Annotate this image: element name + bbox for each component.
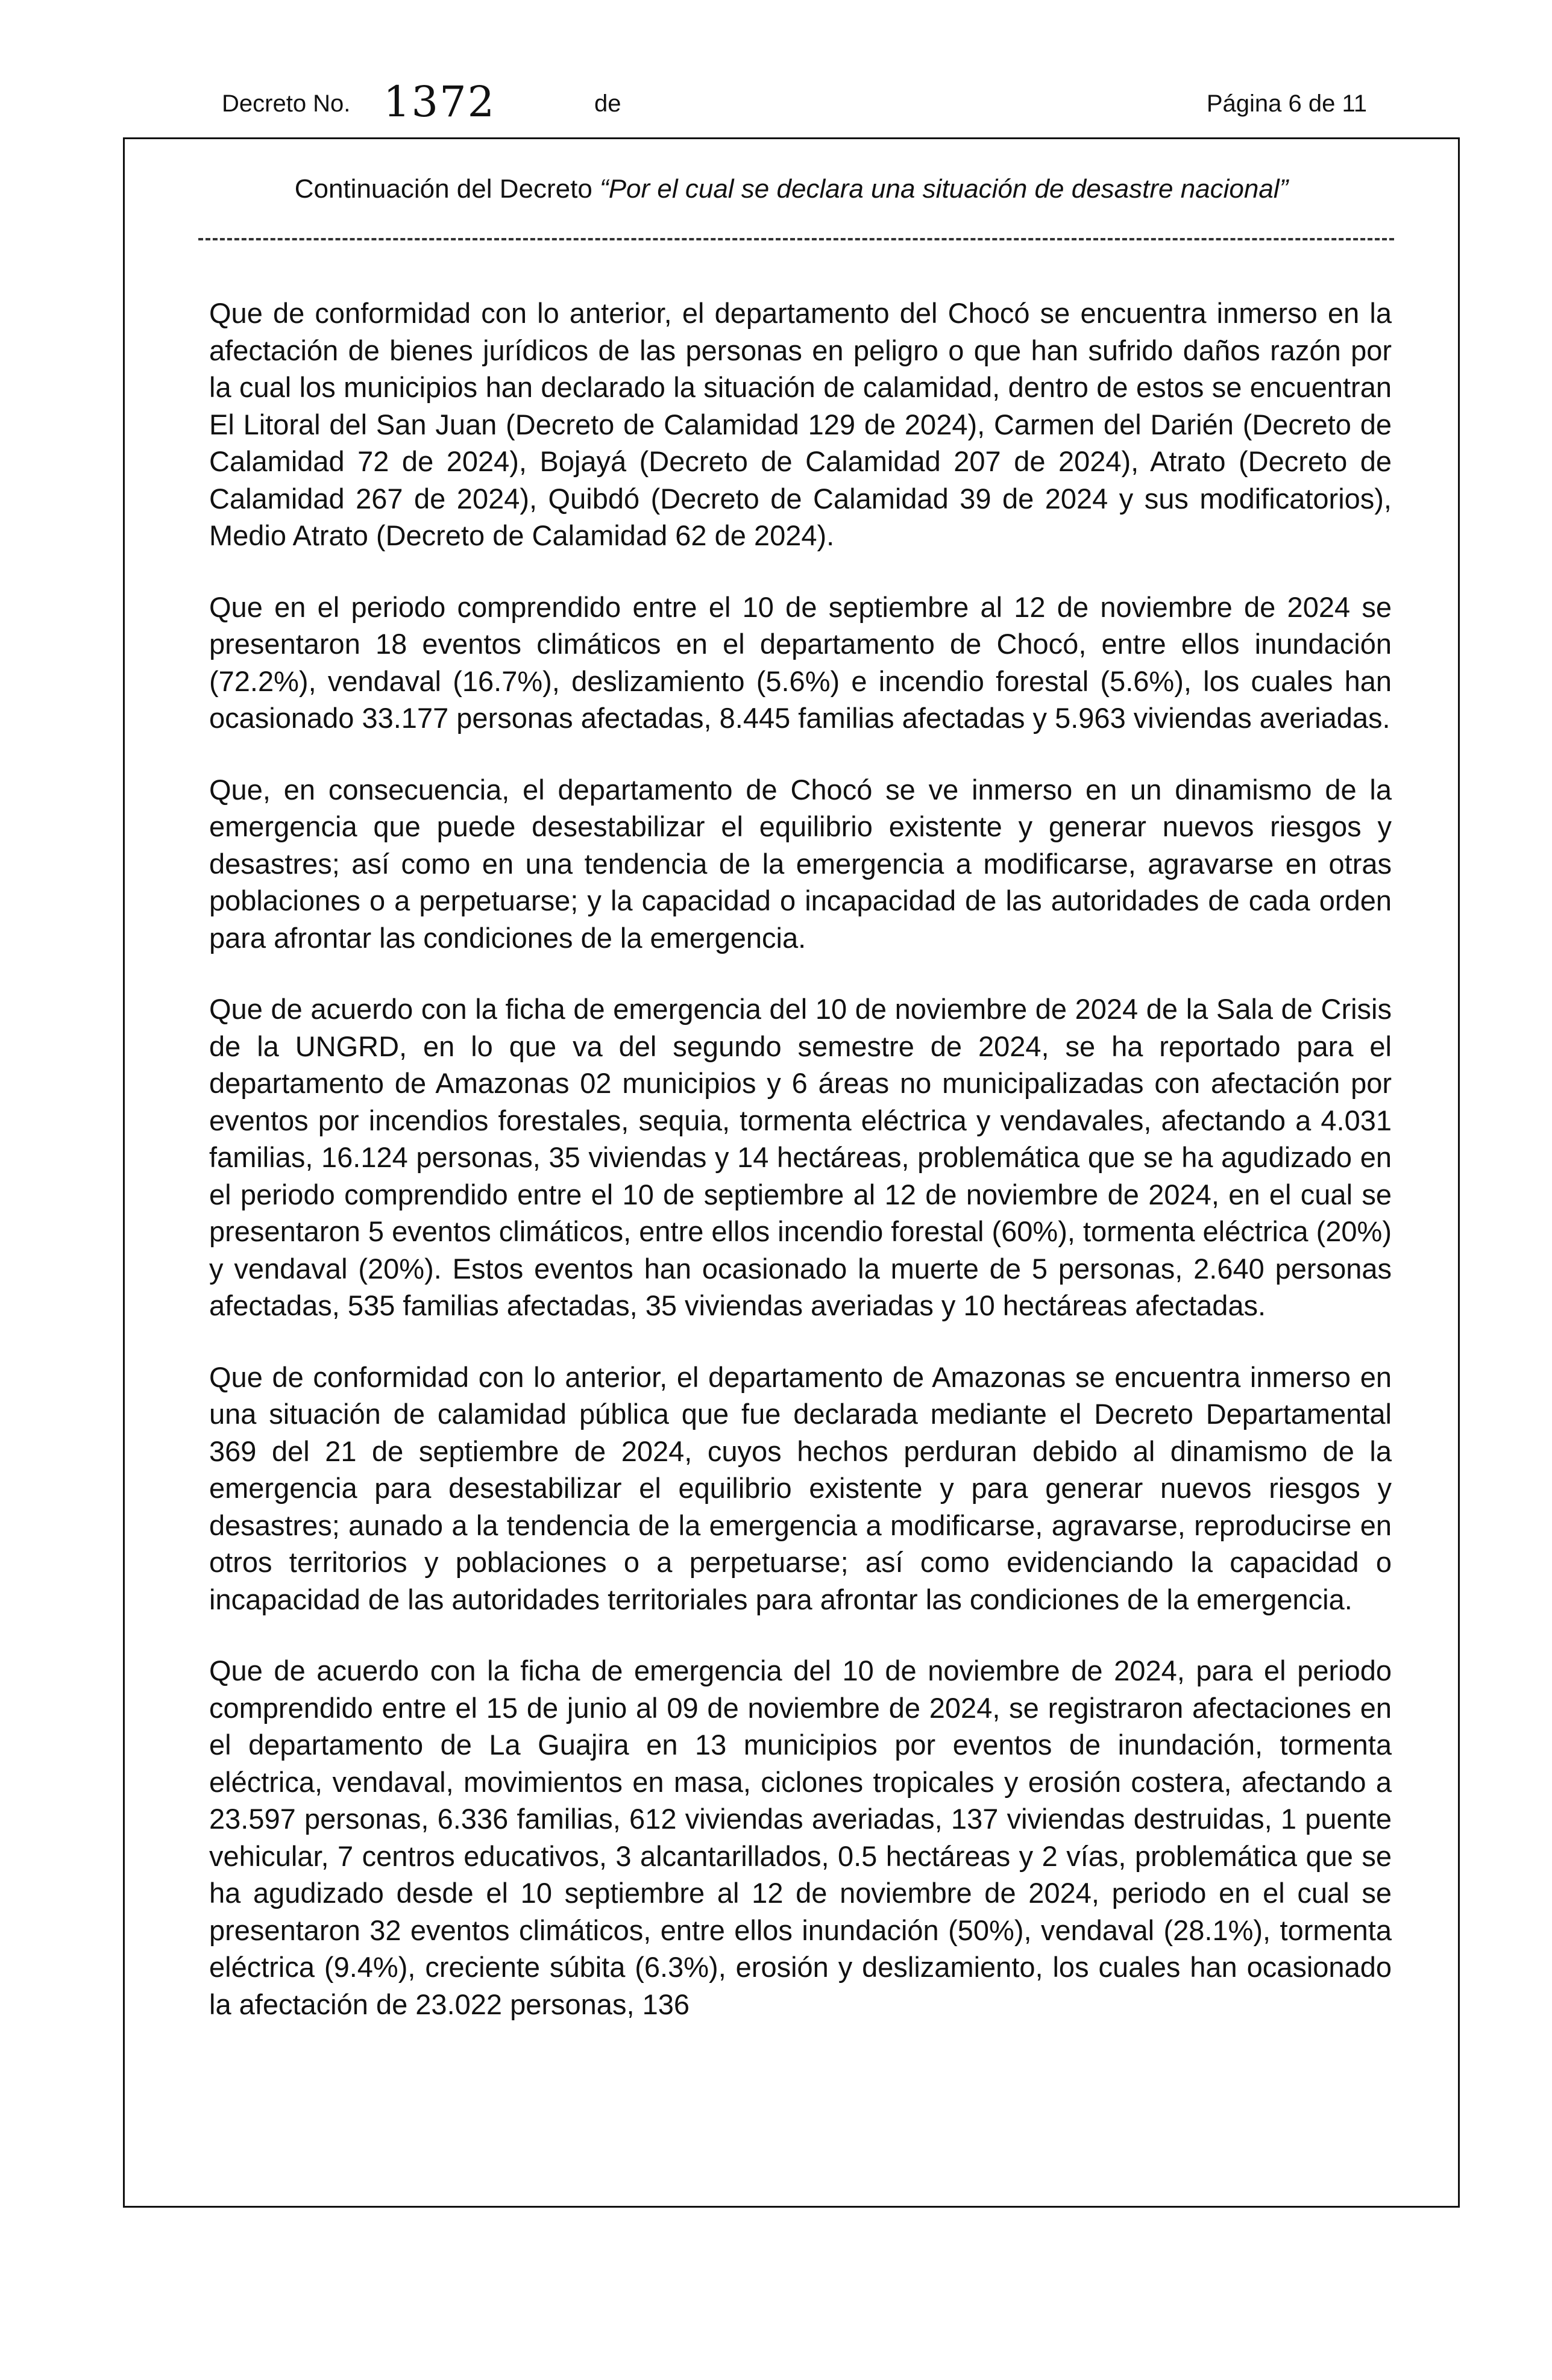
- decreto-number: 1372: [383, 77, 496, 127]
- paragraph: Que de conformidad con lo anterior, el departamento del Chocó se encuentra inmerso en la afectación de bienes jurídicos de las personas en peligro o que han sufrido daños razón por la cual los municipios han declarado la situación de calamidad, dentro de estos se encuentran El Litoral del San Juan (Decreto de Calamidad 129 de 2024), Carmen del Darién (Decreto de Calamidad 72 de 2024), Bojayá (Decreto de Calamidad 207 de 2024), Atrato (Decreto de Calamidad 267 de 2024), Quibdó (Decreto de Calamidad 39 de 2024 y sus modificatorios), Medio Atrato (Decreto de Calamidad 62 de 2024).: [209, 297, 1392, 551]
- paragraph: Que en el periodo comprendido entre el 10 de septiembre al 12 de noviembre de 2024 se presentaron 18 eventos climáticos en el departamento de Chocó, entre ellos inundación (72.2%), vendaval (16.7%), deslizamiento (5.6%) e incendio forestal (5.6%), los cuales han ocasionado 33.177 personas afectadas, 8.445 familias afectadas y 5.963 viviendas averiadas.: [209, 590, 1392, 734]
- continuation-line: [125, 174, 1458, 204]
- de-label: de: [594, 90, 621, 117]
- decree-title: “Por el cual se declara una situación de desastre nacional”: [600, 174, 1289, 204]
- paragraph: Que de acuerdo con la ficha de emergencia del 10 de noviembre de 2024, para el periodo comprendido entre el 15 de junio al 09 de noviembre de 2024, se registraron afectaciones en el departamento de La Guajira en 13 municipios por eventos de inundación, tormenta eléctrica, vendaval, movimientos en masa, ciclones tropicales y erosión costera, afectando a 23.597 personas, 6.336 familias, 612 viviendas averiadas, 137 viviendas destruidas, 1 puente vehicular, 7 centros educativos, 3 alcantarillados, 0.5 hectáreas y 2 vías, problemática que se ha agudizado desde el 10 septiembre al 12 de noviembre de 2024, periodo en el cual se presentaron 32 eventos climáticos, entre ellos inundación (50%), vendaval (28.1%), tormenta eléctrica (9.4%), creciente súbita (6.3%), erosión y deslizamiento, los cuales han ocasionado la afectación de 23.022 personas, 136: [209, 1655, 1392, 2020]
- document-frame: [123, 137, 1460, 2208]
- page-header: [222, 77, 1367, 125]
- paragraph: Que de conformidad con lo anterior, el departamento de Amazonas se encuentra inmerso en una situación de calamidad pública que fue declarada mediante el Decreto Departamental 369 del 21 de septiembre de 2024, cuyos hechos perduran debido al dinamismo de la emergencia para desestabilizar el equilibrio existente y para generar nuevos riesgos y desastres; aunado a la tendencia de la emergencia a modificarse, agravarse, reproducirse en otros territorios y poblaciones o a perpetuarse; así como evidenciando la capacidad o incapacidad de las autoridades territoriales para afrontar las condiciones de la emergencia.: [209, 1361, 1392, 1615]
- decreto-label: Decreto No.: [222, 90, 351, 117]
- paragraph: Que, en consecuencia, el departamento de Chocó se ve inmerso en un dinamismo de la emergencia que puede desestabilizar el equilibrio existente y generar nuevos riesgos y desastres; así como en una tendencia de la emergencia a modificarse, agravarse en otras poblaciones o a perpetuarse; y la capacidad o incapacidad de las autoridades de cada orden para afrontar las condiciones de la emergencia.: [209, 773, 1392, 954]
- paragraph: Que de acuerdo con la ficha de emergencia del 10 de noviembre de 2024 de la Sala de Crisis de la UNGRD, en lo que va del segundo semestre de 2024, se ha reportado para el departamento de Amazonas 02 municipios y 6 áreas no municipalizadas con afectación por eventos por incendios forestales, sequia, tormenta eléctrica y vendavales, afectando a 4.031 familias, 16.124 personas, 35 viviendas y 14 hectáreas, problemática que se ha agudizado en el periodo comprendido entre el 10 de septiembre al 12 de noviembre de 2024, en el cual se presentaron 5 eventos climáticos, entre ellos incendio forestal (60%), tormenta eléctrica (20%) y vendaval (20%). Estos eventos han ocasionado la muerte de 5 personas, 2.640 personas afectadas, 535 familias afectadas, 35 viviendas averiadas y 10 hectáreas afectadas.: [209, 993, 1392, 1321]
- page-number: Página 6 de 11: [1206, 90, 1367, 117]
- document-body: [209, 295, 1392, 2023]
- dashed-divider: [198, 238, 1394, 240]
- continuation-prefix: Continuación del Decreto: [294, 174, 600, 204]
